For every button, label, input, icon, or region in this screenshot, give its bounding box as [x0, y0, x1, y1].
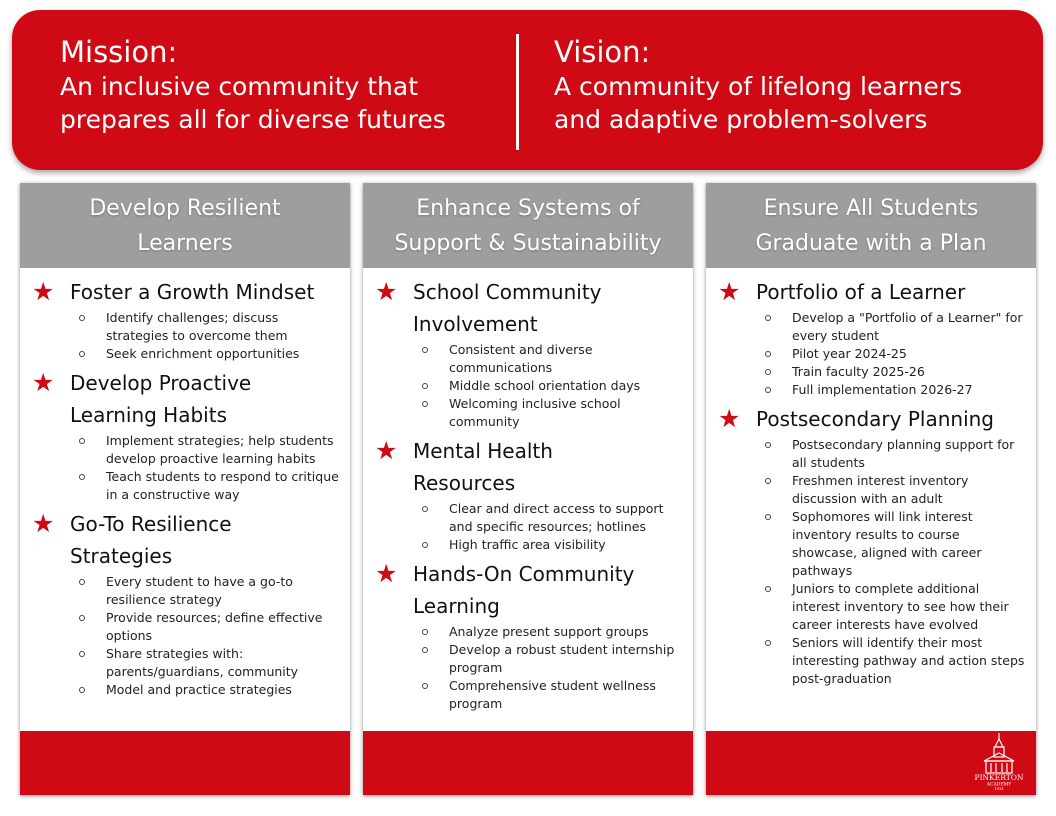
column-title-line: Enhance Systems of: [416, 195, 640, 221]
action-item: Welcoming inclusive school community: [413, 395, 685, 431]
action-item: Seniors will identify their most interesting pathway and action steps post-graduation: [756, 634, 1028, 688]
focus-area-label: [70, 508, 232, 572]
focus-area: [32, 276, 342, 363]
action-item: Juniors to complete additional interest inventory to see how their career interests have evolved: [756, 580, 1028, 634]
action-item: Develop a robust student internship program: [413, 641, 685, 677]
focus-area-label: [413, 435, 553, 499]
star-icon: ★: [375, 559, 398, 588]
focus-area-title: [32, 367, 342, 431]
column-title: [755, 191, 986, 261]
column-header: [20, 183, 350, 268]
star-icon: ★: [375, 436, 398, 465]
vision-heading: Vision:: [554, 35, 651, 69]
action-list: [756, 436, 1028, 688]
banner-divider: [516, 34, 519, 150]
action-item: Identify challenges; discuss strategies to overcome them: [70, 309, 342, 345]
action-item: Train faculty 2025-26: [756, 363, 1028, 381]
column-body: [363, 268, 693, 713]
logo-name: PINKERTON: [974, 773, 1024, 782]
column-title: [89, 191, 280, 261]
focus-area-label-line: Develop Proactive: [70, 371, 252, 395]
focus-area-label: [70, 367, 251, 431]
focus-area-label-line: Learning Habits: [70, 403, 227, 427]
column-body: [706, 268, 1036, 688]
focus-area: [718, 403, 1028, 688]
action-item: Implement strategies; help students develop proactive learning habits: [70, 432, 342, 468]
focus-area-label-line: School Community: [413, 280, 602, 304]
action-item: Consistent and diverse communications: [413, 341, 685, 377]
vision-line: A community of lifelong learners: [554, 72, 963, 101]
mission-block: [60, 34, 446, 136]
action-list: [70, 309, 342, 363]
mission-vision-banner: [12, 10, 1043, 170]
action-list: [756, 309, 1028, 399]
action-list: [413, 500, 685, 554]
column-resilient-learners: [20, 183, 350, 795]
action-list: [70, 573, 342, 699]
column-title-line: Develop Resilient: [89, 195, 281, 221]
focus-area-label-line: Hands-On Community: [413, 562, 635, 586]
focus-area-label: [413, 558, 634, 622]
action-item: Seek enrichment opportunities: [70, 345, 342, 363]
mission-heading: Mission:: [60, 35, 178, 69]
focus-area-label: [756, 276, 965, 308]
logo-year: 1814: [994, 787, 1004, 791]
action-item: Clear and direct access to support and specific resources; hotlines: [413, 500, 685, 536]
focus-area-label-line: Postsecondary Planning: [756, 407, 994, 431]
column-title: [394, 191, 661, 261]
focus-area: [718, 276, 1028, 399]
column-header: [363, 183, 693, 268]
column-header: [706, 183, 1036, 268]
star-icon: ★: [375, 277, 398, 306]
focus-area-label: [70, 276, 314, 308]
focus-area-label-line: Involvement: [413, 312, 538, 336]
action-item: Provide resources; define effective options: [70, 609, 342, 645]
focus-area: [375, 276, 685, 431]
column-footer: [706, 731, 1036, 795]
action-list: [413, 623, 685, 713]
focus-area-label: [756, 403, 994, 435]
action-list: [413, 341, 685, 431]
focus-area-label-line: Portfolio of a Learner: [756, 280, 966, 304]
column-title-line: Support & Sustainability: [394, 230, 662, 256]
focus-area-title: [32, 276, 342, 308]
star-icon: ★: [32, 277, 55, 306]
column-title-line: Ensure All Students: [763, 195, 979, 221]
focus-area-label-line: Resources: [413, 471, 516, 495]
pinkerton-academy-logo: [970, 731, 1028, 791]
action-item: High traffic area visibility: [413, 536, 685, 554]
column-footer: [20, 731, 350, 795]
action-item: Full implementation 2026-27: [756, 381, 1028, 399]
mission-line: prepares all for diverse futures: [60, 105, 446, 134]
focus-area: [32, 508, 342, 699]
focus-area-label-line: Mental Health: [413, 439, 553, 463]
focus-area-label-line: Go-To Resilience: [70, 512, 232, 536]
mission-line: An inclusive community that: [60, 72, 419, 101]
focus-area-label-line: Strategies: [70, 544, 173, 568]
star-icon: ★: [718, 277, 741, 306]
vision-block: [554, 34, 962, 136]
star-icon: ★: [32, 368, 55, 397]
column-graduate-with-plan: [706, 183, 1036, 795]
column-footer: [363, 731, 693, 795]
focus-area-title: [375, 276, 685, 340]
focus-area-title: [375, 435, 685, 499]
star-icon: ★: [32, 509, 55, 538]
focus-area-title: [718, 403, 1028, 435]
column-title-line: Learners: [137, 230, 233, 256]
focus-area-label: [413, 276, 602, 340]
focus-area-label-line: Foster a Growth Mindset: [70, 280, 315, 304]
vision-line: and adaptive problem-solvers: [554, 105, 928, 134]
action-item: Share strategies with: parents/guardians, community: [70, 645, 342, 681]
focus-area-title: [32, 508, 342, 572]
action-item: Develop a "Portfolio of a Learner" for every student: [756, 309, 1028, 345]
focus-area: [32, 367, 342, 504]
action-item: Freshmen interest inventory discussion with an adult: [756, 472, 1028, 508]
action-item: Postsecondary planning support for all students: [756, 436, 1028, 472]
focus-area-label-line: Learning: [413, 594, 500, 618]
action-item: Comprehensive student wellness program: [413, 677, 685, 713]
focus-area-title: [718, 276, 1028, 308]
action-item: Analyze present support groups: [413, 623, 685, 641]
action-list: [70, 432, 342, 504]
action-item: Every student to have a go-to resilience strategy: [70, 573, 342, 609]
column-title-line: Graduate with a Plan: [755, 230, 987, 256]
action-item: Model and practice strategies: [70, 681, 342, 699]
action-item: Teach students to respond to critique in a constructive way: [70, 468, 342, 504]
focus-area: [375, 558, 685, 713]
star-icon: ★: [718, 404, 741, 433]
focus-area-title: [375, 558, 685, 622]
action-item: Middle school orientation days: [413, 377, 685, 395]
column-body: [20, 268, 350, 699]
logo-sub: ACADEMY: [986, 782, 1012, 788]
action-item: Pilot year 2024-25: [756, 345, 1028, 363]
focus-area: [375, 435, 685, 554]
action-item: Sophomores will link interest inventory results to course showcase, aligned with career pathways: [756, 508, 1028, 580]
column-systems-of-support: [363, 183, 693, 795]
